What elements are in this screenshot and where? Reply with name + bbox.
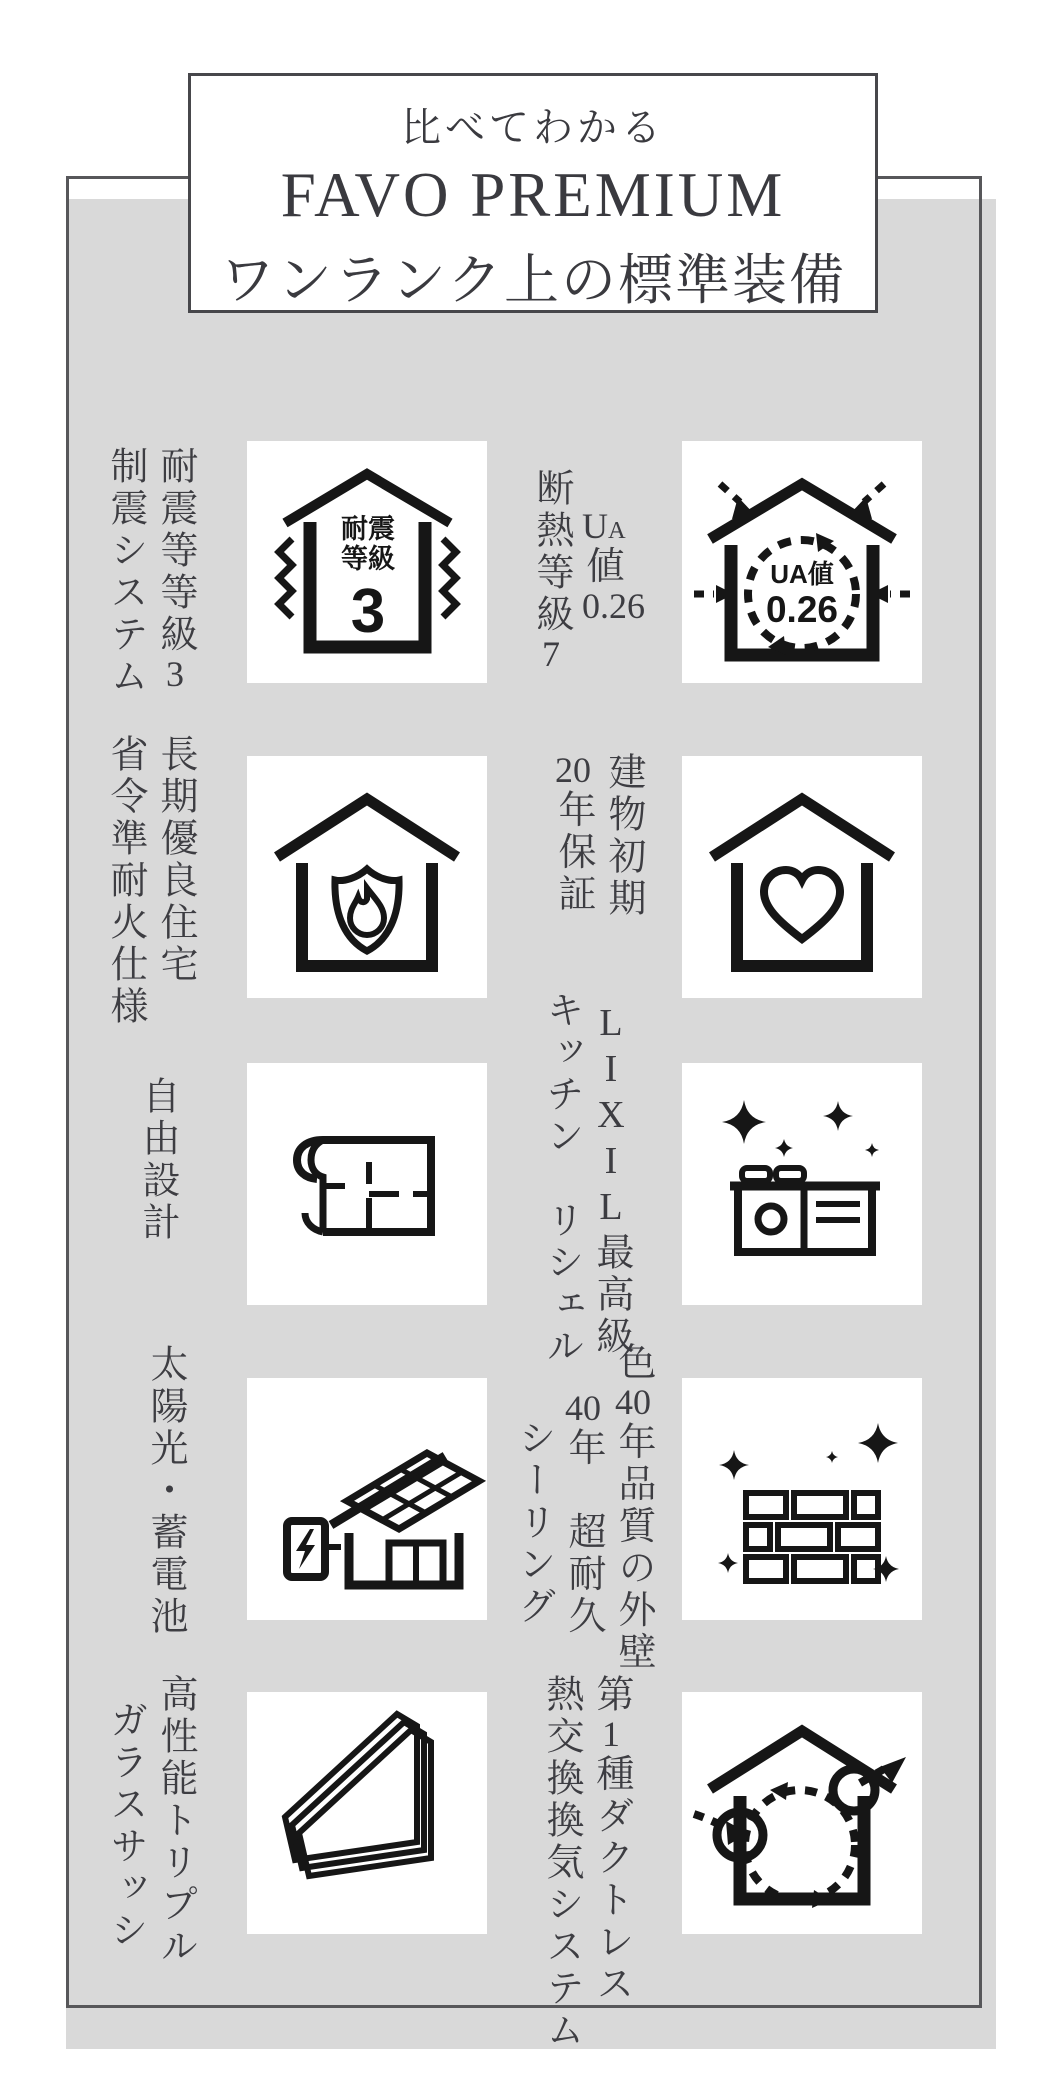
brand-title: FAVO PREMIUM [280, 160, 786, 230]
kitchen-sparkle-icon [682, 1063, 922, 1305]
fire-shield-house-icon [247, 756, 487, 998]
label-lixil-kitchen: LIXIL最高級 キッチン リシェル [540, 990, 632, 1368]
triple-glass-icon [247, 1692, 487, 1934]
icon-text-taishin: 耐震 [341, 514, 395, 544]
header-tagline: 比べてわかる [401, 105, 665, 150]
icon-text-3: 3 [350, 577, 386, 646]
icon-text-ua: UA値 [770, 559, 834, 589]
ua-value-house-icon [682, 441, 922, 683]
icon-text-grade: 等級 [341, 544, 395, 574]
label-ductless-ventilation: 第1種ダクトレス 熱交換換気システム [540, 1674, 632, 2052]
floor-plan-icon [247, 1063, 487, 1305]
icon-text-026: 0.26 [765, 589, 839, 630]
heat-exchange-vent-icon [682, 1692, 922, 1934]
seismic-grade3-house-icon [247, 441, 487, 683]
header-subtitle: ワンランク上の標準装備 [220, 250, 846, 311]
label-solar-battery: 太陽光・蓄電池 [144, 1344, 186, 1638]
solar-house-battery-icon [247, 1378, 487, 1620]
heart-house-icon [682, 756, 922, 998]
label-exterior-wall: 色40年品質の外壁 40年 超耐久 シーリング [512, 1342, 654, 1674]
header-box [188, 73, 878, 313]
label-20year-warranty: 建物初期 20年保証 [552, 750, 644, 920]
label-insulation-grade-7: UA値0.26 断熱等級7 [530, 468, 645, 674]
label-triple-glass: 高性能トリプル ガラスサッシ [104, 1674, 196, 1968]
label-long-life-house: 長期優良住宅 省令準耐火仕様 [104, 734, 196, 1028]
label-free-design: 自由設計 [136, 1076, 178, 1244]
brick-wall-sparkle-icon [682, 1378, 922, 1620]
label-seismic-grade-3: 耐震等等級3 制震システム [104, 446, 196, 698]
